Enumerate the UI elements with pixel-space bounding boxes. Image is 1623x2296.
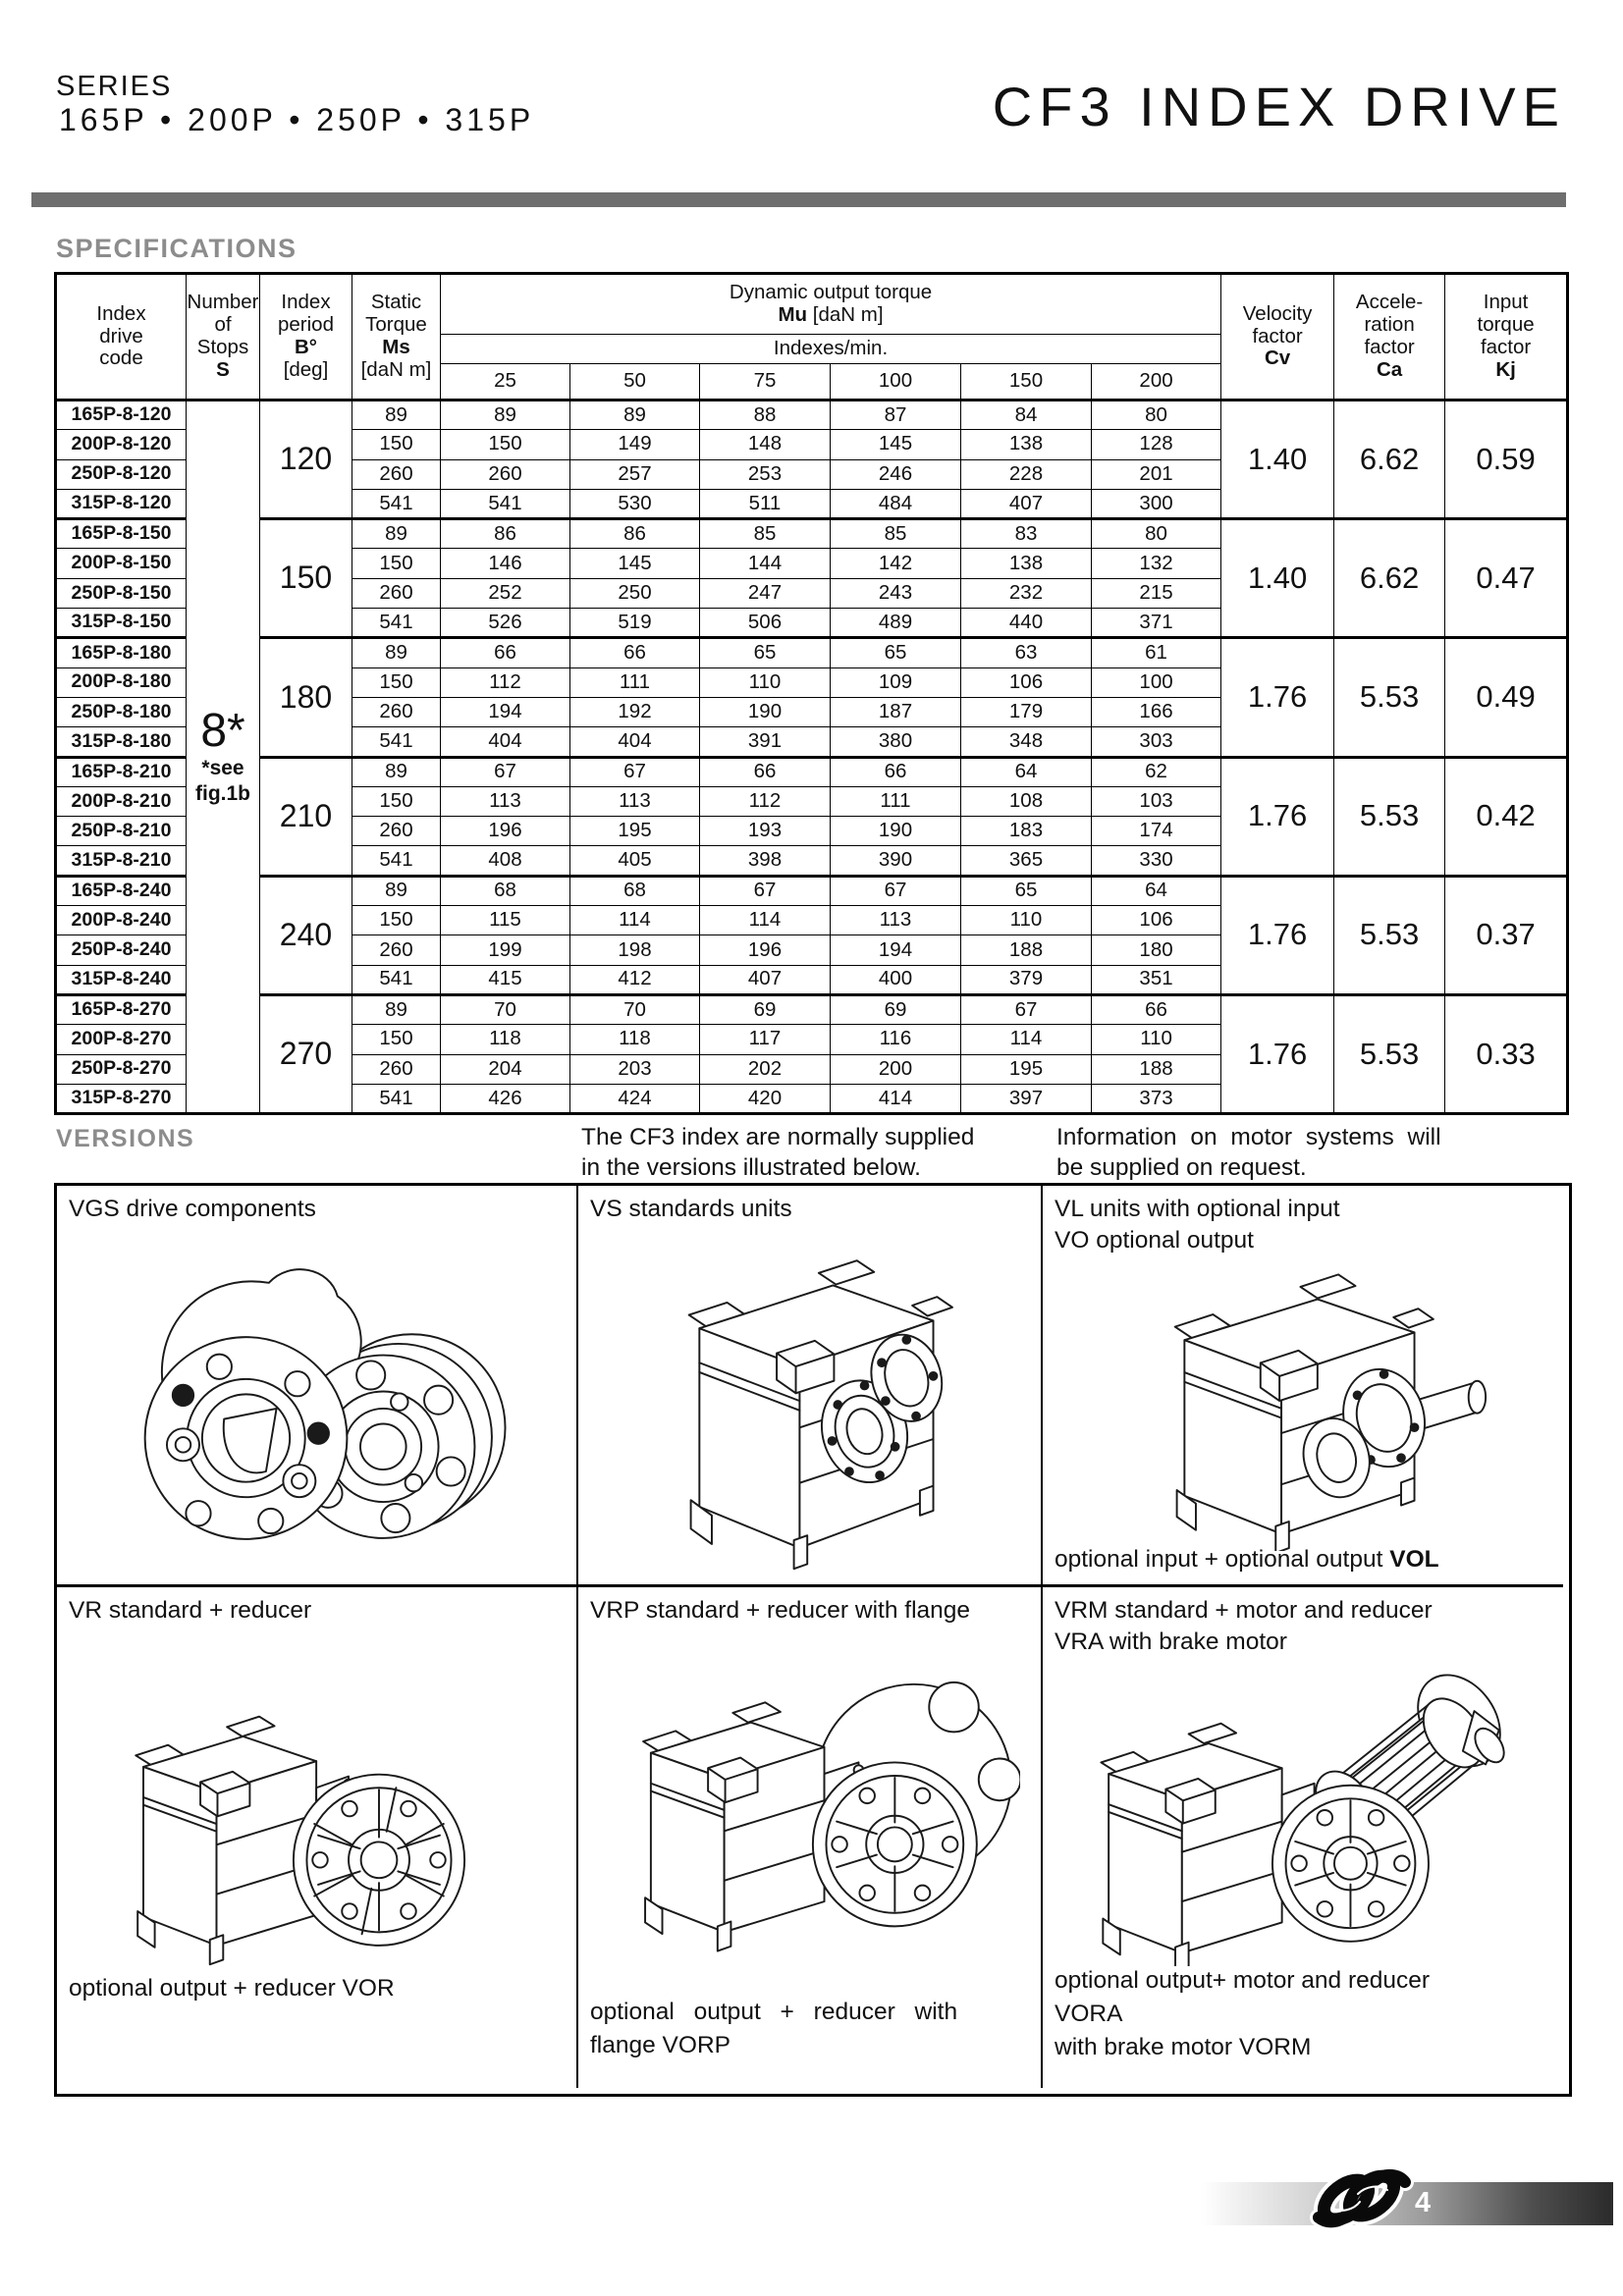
static-torque: 89 xyxy=(352,757,441,786)
number-of-stops-cell xyxy=(187,400,260,1114)
static-torque: 260 xyxy=(352,578,441,608)
title-divider-bar xyxy=(31,192,1566,207)
dynamic-torque-50: 195 xyxy=(570,817,700,846)
dynamic-torque-150: 63 xyxy=(961,638,1092,667)
dynamic-torque-50: 405 xyxy=(570,846,700,876)
versions-note-right: Information on motor systems will be supplied on request. xyxy=(1056,1124,1441,1181)
index-drive-code: 250P-8-150 xyxy=(56,578,187,608)
dynamic-torque-200: 351 xyxy=(1092,965,1221,994)
dynamic-torque-100: 380 xyxy=(831,727,961,757)
dynamic-torque-200: 103 xyxy=(1092,786,1221,816)
dynamic-torque-50: 113 xyxy=(570,786,700,816)
dynamic-torque-150: 179 xyxy=(961,697,1092,726)
spec-row xyxy=(56,519,1568,549)
dynamic-torque-200: 371 xyxy=(1092,609,1221,638)
stops-value: 8* xyxy=(200,704,245,757)
vrp-illustration xyxy=(598,1646,1020,1970)
dynamic-torque-50: 111 xyxy=(570,667,700,697)
dynamic-torque-50: 257 xyxy=(570,459,700,489)
dynamic-torque-150: 407 xyxy=(961,489,1092,518)
dynamic-torque-25: 252 xyxy=(441,578,570,608)
dynamic-torque-25: 194 xyxy=(441,697,570,726)
version-cell-vs xyxy=(578,1186,1043,1587)
dynamic-torque-200: 330 xyxy=(1092,846,1221,876)
static-torque: 89 xyxy=(352,519,441,549)
index-drive-code: 315P-8-120 xyxy=(56,489,187,518)
col-header-speed-150: 150 xyxy=(961,364,1092,400)
dynamic-torque-75: 193 xyxy=(700,817,831,846)
version-caption: optional output + reducer VOR xyxy=(69,1975,395,2002)
col-header-indexes-per-min: Indexes/min. xyxy=(441,335,1221,364)
dynamic-torque-200: 61 xyxy=(1092,638,1221,667)
dynamic-torque-150: 397 xyxy=(961,1084,1092,1113)
version-title: VL units with optional input VO optional output xyxy=(1055,1196,1340,1254)
col-header-static-torque: Static Torque Ms [daN m] xyxy=(352,274,441,400)
index-drive-code: 165P-8-120 xyxy=(56,400,187,430)
page-title: CF3 INDEX DRIVE xyxy=(992,76,1566,137)
dynamic-torque-100: 85 xyxy=(831,519,961,549)
static-torque: 260 xyxy=(352,697,441,726)
dynamic-torque-50: 519 xyxy=(570,609,700,638)
acceleration-factor: 6.62 xyxy=(1334,519,1445,638)
velocity-factor: 1.76 xyxy=(1221,638,1334,757)
dynamic-torque-100: 414 xyxy=(831,1084,961,1113)
dynamic-torque-50: 68 xyxy=(570,876,700,905)
dynamic-torque-100: 109 xyxy=(831,667,961,697)
col-header-speed-75: 75 xyxy=(700,364,831,400)
dynamic-torque-100: 65 xyxy=(831,638,961,667)
dynamic-torque-150: 348 xyxy=(961,727,1092,757)
dynamic-torque-25: 118 xyxy=(441,1025,570,1054)
dynamic-torque-75: 407 xyxy=(700,965,831,994)
dynamic-torque-200: 373 xyxy=(1092,1084,1221,1113)
dynamic-torque-75: 65 xyxy=(700,638,831,667)
index-drive-code: 250P-8-210 xyxy=(56,817,187,846)
dynamic-torque-100: 116 xyxy=(831,1025,961,1054)
dynamic-torque-75: 506 xyxy=(700,609,831,638)
input-torque-factor: 0.59 xyxy=(1445,400,1568,519)
acceleration-factor: 5.53 xyxy=(1334,757,1445,876)
index-drive-code: 200P-8-270 xyxy=(56,1025,187,1054)
static-torque: 260 xyxy=(352,817,441,846)
dynamic-torque-150: 83 xyxy=(961,519,1092,549)
dynamic-torque-100: 484 xyxy=(831,489,961,518)
static-torque: 541 xyxy=(352,727,441,757)
static-torque: 541 xyxy=(352,965,441,994)
dynamic-torque-25: 115 xyxy=(441,906,570,935)
static-torque: 541 xyxy=(352,1084,441,1113)
dynamic-torque-75: 253 xyxy=(700,459,831,489)
dynamic-torque-150: 110 xyxy=(961,906,1092,935)
dynamic-torque-75: 190 xyxy=(700,697,831,726)
dynamic-torque-100: 190 xyxy=(831,817,961,846)
dynamic-torque-25: 426 xyxy=(441,1084,570,1113)
dynamic-torque-75: 112 xyxy=(700,786,831,816)
version-caption: optional input + optional output VOL xyxy=(1055,1546,1439,1573)
vr-illustration xyxy=(84,1678,497,1972)
dynamic-torque-100: 390 xyxy=(831,846,961,876)
dynamic-torque-50: 404 xyxy=(570,727,700,757)
dynamic-torque-25: 66 xyxy=(441,638,570,667)
vl-illustration xyxy=(1097,1256,1529,1551)
spec-row xyxy=(56,400,1568,430)
vgs-illustration xyxy=(75,1245,516,1569)
dynamic-torque-200: 80 xyxy=(1092,519,1221,549)
dynamic-torque-150: 379 xyxy=(961,965,1092,994)
brand-knot-logo-icon xyxy=(1299,2157,1427,2247)
dynamic-torque-100: 145 xyxy=(831,430,961,459)
dynamic-torque-50: 530 xyxy=(570,489,700,518)
dynamic-torque-50: 114 xyxy=(570,906,700,935)
page-number: 4 xyxy=(1415,2187,1432,2218)
spec-row xyxy=(56,876,1568,905)
dynamic-torque-150: 228 xyxy=(961,459,1092,489)
static-torque: 260 xyxy=(352,459,441,489)
version-cell-vr xyxy=(57,1587,578,2088)
specifications-heading: SPECIFICATIONS xyxy=(56,234,298,263)
index-drive-code: 200P-8-240 xyxy=(56,906,187,935)
dynamic-torque-75: 144 xyxy=(700,549,831,578)
dynamic-torque-150: 65 xyxy=(961,876,1092,905)
velocity-factor: 1.76 xyxy=(1221,757,1334,876)
index-drive-code: 315P-8-180 xyxy=(56,727,187,757)
col-header-acceleration-factor: Accele- ration factor Ca xyxy=(1334,274,1445,400)
version-title: VGS drive components xyxy=(69,1196,316,1222)
dynamic-torque-150: 84 xyxy=(961,400,1092,430)
static-torque: 260 xyxy=(352,1054,441,1084)
footer-bar xyxy=(1201,2182,1613,2225)
dynamic-torque-150: 138 xyxy=(961,549,1092,578)
static-torque: 150 xyxy=(352,667,441,697)
dynamic-torque-50: 70 xyxy=(570,994,700,1024)
dynamic-torque-25: 68 xyxy=(441,876,570,905)
acceleration-factor: 5.53 xyxy=(1334,994,1445,1113)
dynamic-torque-50: 198 xyxy=(570,935,700,965)
dynamic-torque-75: 391 xyxy=(700,727,831,757)
static-torque: 541 xyxy=(352,846,441,876)
vrm-illustration xyxy=(1056,1652,1547,1966)
dynamic-torque-100: 200 xyxy=(831,1054,961,1084)
dynamic-torque-200: 201 xyxy=(1092,459,1221,489)
dynamic-torque-200: 215 xyxy=(1092,578,1221,608)
dynamic-torque-50: 66 xyxy=(570,638,700,667)
specifications-table xyxy=(54,272,1569,1115)
dynamic-torque-100: 400 xyxy=(831,965,961,994)
velocity-factor: 1.76 xyxy=(1221,994,1334,1113)
version-title: VRM standard + motor and reducer VRA with brake motor xyxy=(1055,1597,1433,1655)
input-torque-factor: 0.37 xyxy=(1445,876,1568,994)
index-drive-code: 200P-8-120 xyxy=(56,430,187,459)
dynamic-torque-100: 111 xyxy=(831,786,961,816)
dynamic-torque-50: 250 xyxy=(570,578,700,608)
dynamic-torque-50: 118 xyxy=(570,1025,700,1054)
static-torque: 260 xyxy=(352,935,441,965)
dynamic-torque-150: 106 xyxy=(961,667,1092,697)
dynamic-torque-75: 511 xyxy=(700,489,831,518)
dynamic-torque-200: 80 xyxy=(1092,400,1221,430)
dynamic-torque-100: 489 xyxy=(831,609,961,638)
acceleration-factor: 5.53 xyxy=(1334,638,1445,757)
dynamic-torque-200: 110 xyxy=(1092,1025,1221,1054)
dynamic-torque-200: 100 xyxy=(1092,667,1221,697)
dynamic-torque-200: 303 xyxy=(1092,727,1221,757)
input-torque-factor: 0.42 xyxy=(1445,757,1568,876)
versions-note-left: The CF3 index are normally supplied in the versions illustrated below. xyxy=(581,1124,975,1181)
dynamic-torque-75: 110 xyxy=(700,667,831,697)
static-torque: 89 xyxy=(352,638,441,667)
dynamic-torque-100: 69 xyxy=(831,994,961,1024)
dynamic-torque-50: 145 xyxy=(570,549,700,578)
dynamic-torque-25: 196 xyxy=(441,817,570,846)
dynamic-torque-100: 187 xyxy=(831,697,961,726)
version-caption: optional output+ motor and reducer VORA with brake motor VORM xyxy=(1055,1967,1431,2060)
dynamic-torque-75: 114 xyxy=(700,906,831,935)
index-drive-code: 200P-8-180 xyxy=(56,667,187,697)
index-period: 120 xyxy=(260,400,352,519)
index-period: 180 xyxy=(260,638,352,757)
dynamic-torque-75: 117 xyxy=(700,1025,831,1054)
dynamic-torque-200: 300 xyxy=(1092,489,1221,518)
index-period: 210 xyxy=(260,757,352,876)
dynamic-torque-150: 232 xyxy=(961,578,1092,608)
dynamic-torque-75: 85 xyxy=(700,519,831,549)
dynamic-torque-25: 199 xyxy=(441,935,570,965)
dynamic-torque-150: 188 xyxy=(961,935,1092,965)
spec-row xyxy=(56,757,1568,786)
static-torque: 150 xyxy=(352,786,441,816)
dynamic-torque-200: 132 xyxy=(1092,549,1221,578)
dynamic-torque-50: 192 xyxy=(570,697,700,726)
series-label: SERIES xyxy=(56,71,173,102)
spec-row xyxy=(56,994,1568,1024)
static-torque: 150 xyxy=(352,1025,441,1054)
dynamic-torque-200: 174 xyxy=(1092,817,1221,846)
velocity-factor: 1.40 xyxy=(1221,400,1334,519)
index-drive-code: 165P-8-270 xyxy=(56,994,187,1024)
static-torque: 150 xyxy=(352,549,441,578)
input-torque-factor: 0.33 xyxy=(1445,994,1568,1113)
velocity-factor: 1.76 xyxy=(1221,876,1334,994)
dynamic-torque-200: 128 xyxy=(1092,430,1221,459)
version-cell-vrp xyxy=(578,1587,1043,2088)
index-drive-code: 315P-8-240 xyxy=(56,965,187,994)
version-cell-vrm-vra xyxy=(1043,1587,1563,2088)
dynamic-torque-25: 146 xyxy=(441,549,570,578)
dynamic-torque-25: 150 xyxy=(441,430,570,459)
dynamic-torque-75: 67 xyxy=(700,876,831,905)
dynamic-torque-50: 89 xyxy=(570,400,700,430)
versions-heading: VERSIONS xyxy=(56,1125,195,1152)
dynamic-torque-50: 203 xyxy=(570,1054,700,1084)
dynamic-torque-100: 142 xyxy=(831,549,961,578)
dynamic-torque-50: 67 xyxy=(570,757,700,786)
dynamic-torque-75: 420 xyxy=(700,1084,831,1113)
dynamic-torque-100: 66 xyxy=(831,757,961,786)
series-models: 165P • 200P • 250P • 315P xyxy=(59,102,535,137)
spec-row xyxy=(56,638,1568,667)
dynamic-torque-150: 67 xyxy=(961,994,1092,1024)
version-title: VRP standard + reducer with flange xyxy=(590,1597,971,1624)
dynamic-torque-25: 89 xyxy=(441,400,570,430)
dynamic-torque-75: 247 xyxy=(700,578,831,608)
dynamic-torque-150: 64 xyxy=(961,757,1092,786)
acceleration-factor: 6.62 xyxy=(1334,400,1445,519)
col-header-speed-200: 200 xyxy=(1092,364,1221,400)
dynamic-torque-200: 188 xyxy=(1092,1054,1221,1084)
index-drive-code: 250P-8-120 xyxy=(56,459,187,489)
input-torque-factor: 0.47 xyxy=(1445,519,1568,638)
dynamic-torque-25: 408 xyxy=(441,846,570,876)
dynamic-torque-200: 166 xyxy=(1092,697,1221,726)
dynamic-torque-75: 202 xyxy=(700,1054,831,1084)
dynamic-torque-50: 149 xyxy=(570,430,700,459)
index-drive-code: 165P-8-240 xyxy=(56,876,187,905)
col-header-dynamic-output-torque: Dynamic output torque Mu [daN m] xyxy=(441,274,1221,335)
index-drive-code: 250P-8-270 xyxy=(56,1054,187,1084)
index-drive-code: 250P-8-180 xyxy=(56,697,187,726)
vs-illustration xyxy=(608,1233,1020,1576)
col-header-index-period: Index period B° [deg] xyxy=(260,274,352,400)
version-cell-vl-vo xyxy=(1043,1186,1563,1587)
velocity-factor: 1.40 xyxy=(1221,519,1334,638)
spec-table-body xyxy=(56,400,1568,1114)
index-drive-code: 200P-8-210 xyxy=(56,786,187,816)
static-torque: 150 xyxy=(352,906,441,935)
input-torque-factor: 0.49 xyxy=(1445,638,1568,757)
versions-grid xyxy=(54,1183,1572,2097)
dynamic-torque-150: 108 xyxy=(961,786,1092,816)
index-period: 240 xyxy=(260,876,352,994)
dynamic-torque-25: 404 xyxy=(441,727,570,757)
index-drive-code: 315P-8-270 xyxy=(56,1084,187,1113)
version-title: VR standard + reducer xyxy=(69,1597,312,1624)
dynamic-torque-25: 70 xyxy=(441,994,570,1024)
dynamic-torque-150: 183 xyxy=(961,817,1092,846)
dynamic-torque-150: 440 xyxy=(961,609,1092,638)
index-period: 270 xyxy=(260,994,352,1113)
stops-note: *see xyxy=(201,757,244,779)
dynamic-torque-25: 204 xyxy=(441,1054,570,1084)
dynamic-torque-100: 246 xyxy=(831,459,961,489)
version-cell-vgs xyxy=(57,1186,578,1587)
dynamic-torque-100: 243 xyxy=(831,578,961,608)
dynamic-torque-200: 66 xyxy=(1092,994,1221,1024)
index-drive-code: 165P-8-180 xyxy=(56,638,187,667)
col-header-speed-25: 25 xyxy=(441,364,570,400)
dynamic-torque-75: 88 xyxy=(700,400,831,430)
col-header-speed-100: 100 xyxy=(831,364,961,400)
dynamic-torque-150: 195 xyxy=(961,1054,1092,1084)
dynamic-torque-25: 541 xyxy=(441,489,570,518)
dynamic-torque-200: 64 xyxy=(1092,876,1221,905)
static-torque: 541 xyxy=(352,609,441,638)
index-drive-code: 315P-8-210 xyxy=(56,846,187,876)
dynamic-torque-200: 62 xyxy=(1092,757,1221,786)
static-torque: 89 xyxy=(352,400,441,430)
col-header-number-of-stops: Number of Stops S xyxy=(187,274,260,400)
index-drive-code: 200P-8-150 xyxy=(56,549,187,578)
col-header-velocity-factor: Velocity factor Cv xyxy=(1221,274,1334,400)
dynamic-torque-100: 113 xyxy=(831,906,961,935)
dynamic-torque-200: 180 xyxy=(1092,935,1221,965)
dynamic-torque-25: 526 xyxy=(441,609,570,638)
static-torque: 89 xyxy=(352,876,441,905)
version-caption: optional output + reducer with flange VORP xyxy=(590,1999,958,2058)
dynamic-torque-75: 398 xyxy=(700,846,831,876)
static-torque: 150 xyxy=(352,430,441,459)
static-torque: 541 xyxy=(352,489,441,518)
dynamic-torque-100: 194 xyxy=(831,935,961,965)
dynamic-torque-25: 112 xyxy=(441,667,570,697)
index-drive-code: 315P-8-150 xyxy=(56,609,187,638)
dynamic-torque-75: 196 xyxy=(700,935,831,965)
dynamic-torque-75: 69 xyxy=(700,994,831,1024)
dynamic-torque-50: 86 xyxy=(570,519,700,549)
index-drive-code: 165P-8-210 xyxy=(56,757,187,786)
dynamic-torque-50: 412 xyxy=(570,965,700,994)
dynamic-torque-50: 424 xyxy=(570,1084,700,1113)
dynamic-torque-25: 415 xyxy=(441,965,570,994)
col-header-index-drive-code: Index drive code xyxy=(56,274,187,400)
dynamic-torque-25: 113 xyxy=(441,786,570,816)
col-header-speed-50: 50 xyxy=(570,364,700,400)
dynamic-torque-200: 106 xyxy=(1092,906,1221,935)
index-period: 150 xyxy=(260,519,352,638)
version-title: VS standards units xyxy=(590,1196,792,1222)
dynamic-torque-100: 87 xyxy=(831,400,961,430)
dynamic-torque-150: 114 xyxy=(961,1025,1092,1054)
dynamic-torque-150: 138 xyxy=(961,430,1092,459)
dynamic-torque-150: 365 xyxy=(961,846,1092,876)
stops-note: fig.1b xyxy=(195,782,250,806)
dynamic-torque-100: 67 xyxy=(831,876,961,905)
dynamic-torque-75: 148 xyxy=(700,430,831,459)
static-torque: 89 xyxy=(352,994,441,1024)
dynamic-torque-75: 66 xyxy=(700,757,831,786)
index-drive-code: 165P-8-150 xyxy=(56,519,187,549)
dynamic-torque-25: 86 xyxy=(441,519,570,549)
acceleration-factor: 5.53 xyxy=(1334,876,1445,994)
dynamic-torque-25: 260 xyxy=(441,459,570,489)
dynamic-torque-25: 67 xyxy=(441,757,570,786)
col-header-input-torque-factor: Input torque factor Kj xyxy=(1445,274,1568,400)
index-drive-code: 250P-8-240 xyxy=(56,935,187,965)
